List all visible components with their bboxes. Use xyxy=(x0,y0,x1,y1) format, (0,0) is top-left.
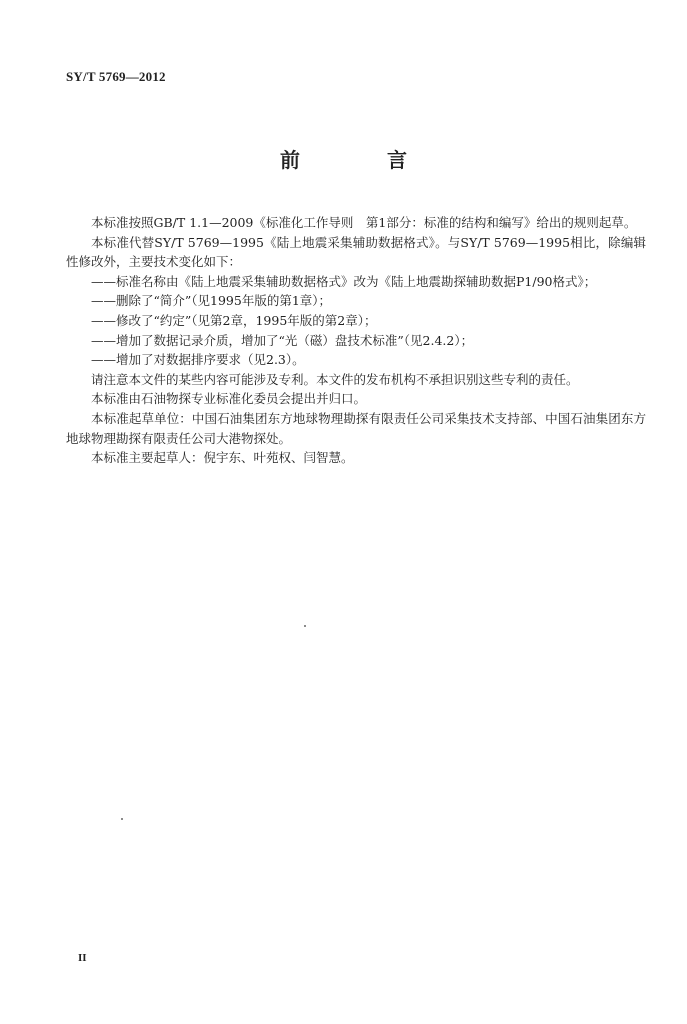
paragraph-patent-notice: 请注意本文件的某些内容可能涉及专利。本文件的发布机构不承担识别这些专利的责任。 xyxy=(91,371,579,387)
change-item-sorting: ——增加了对数据排序要求（见2.3）。 xyxy=(91,352,305,368)
change-item-conventions: ——修改了“约定”（见第2章，1995年版的第2章）； xyxy=(91,312,377,328)
scan-speck xyxy=(121,818,123,820)
scan-speck xyxy=(304,625,306,627)
paragraph-drafting-units: 本标准起草单位：中国石油集团东方地球物理勘探有限责任公司采集技术支持部、中国石油集团东方地球物理勘探有限责任公司大港物探处。 xyxy=(66,410,646,446)
standard-code: SY/T 5769—2012 xyxy=(66,69,166,84)
change-item-media: ——增加了数据记录介质，增加了“光（磁）盘技术标准”（见2.4.2）； xyxy=(91,332,474,348)
change-item-intro-removed: ——删除了“简介”（见1995年版的第1章）； xyxy=(91,293,332,309)
page-title: 前 言 xyxy=(280,148,447,172)
paragraph-replacement: 本标准代替SY/T 5769—1995《陆上地震采集辅助数据格式》。与SY/T 5769—1995相比，除编辑性修改外，主要技术变化如下： xyxy=(66,234,646,270)
paragraph-drafting-rules: 本标准按照GB/T 1.1—2009《标准化工作导则 第1部分：标准的结构和编写》给出的规则起草。 xyxy=(91,215,637,230)
foreword-body xyxy=(66,213,646,468)
page-number: II xyxy=(78,952,87,964)
paragraph-drafters: 本标准主要起草人：倪宇东、叶苑权、闫智慧。 xyxy=(91,450,354,466)
change-item-name: ——标准名称由《陆上地震采集辅助数据格式》改为《陆上地震勘探辅助数据P1/90格式》； xyxy=(91,273,597,289)
paragraph-proposer: 本标准由石油物探专业标准化委员会提出并归口。 xyxy=(91,391,367,407)
